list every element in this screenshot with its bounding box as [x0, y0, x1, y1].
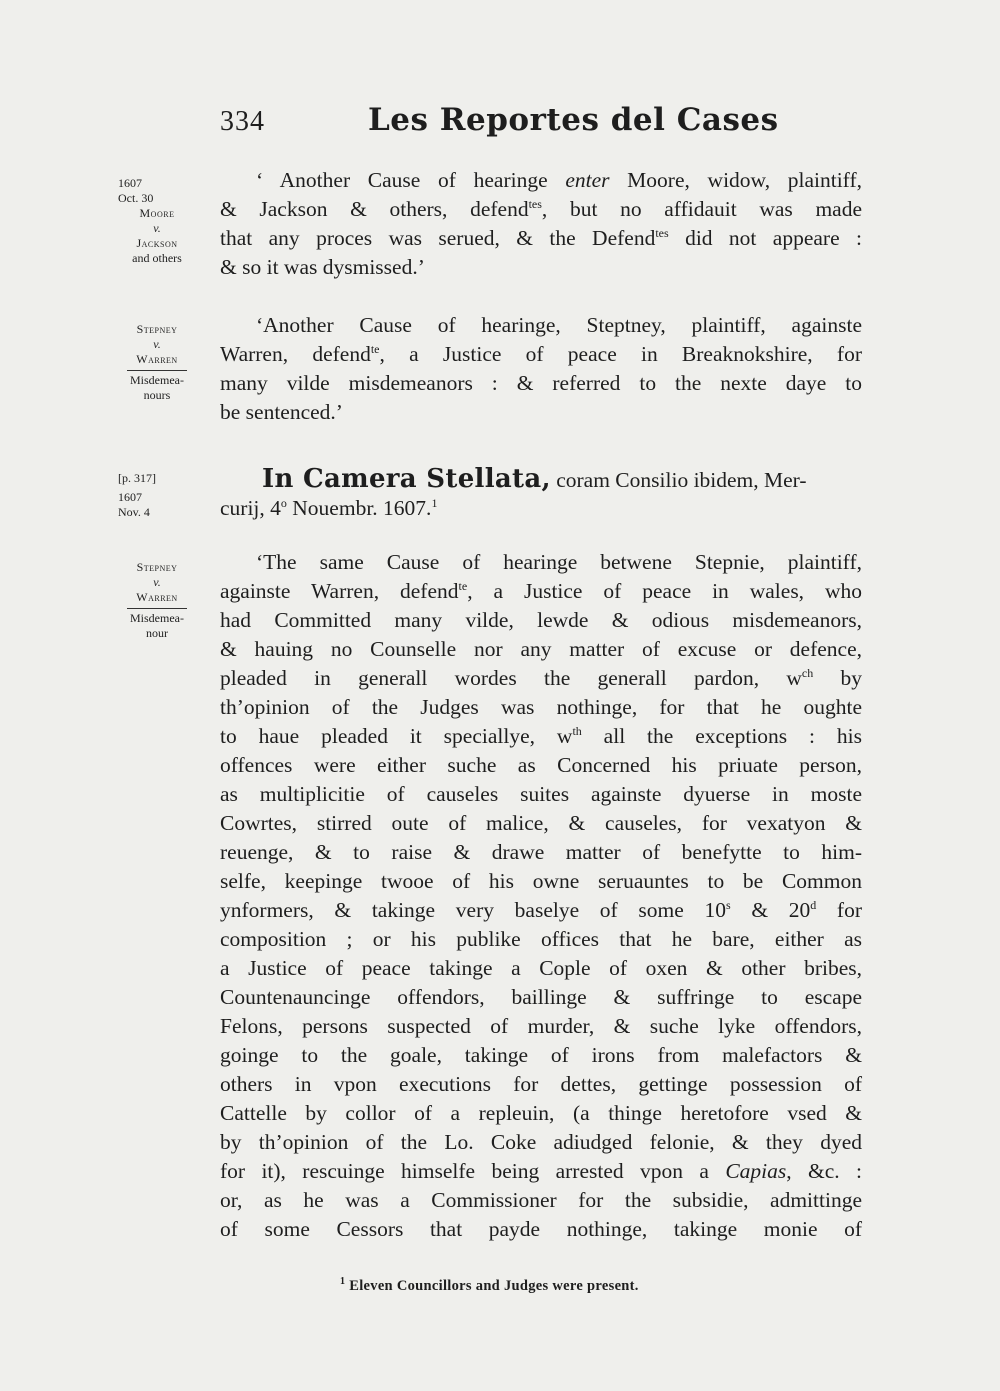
text-line: of some Cessors that payde nothinge, takinge monie of [220, 1217, 862, 1241]
text-line: offences were either suche as Concerned his priuate person, [220, 753, 862, 777]
sidenote-page-ref [104, 471, 210, 520]
text-line: ‘ Another Cause of hearinge enter Moore, widow, plaintiff, [256, 168, 862, 192]
text-line: & Jackson & others, defend$^{tes}$, but no affidauit was made [220, 196, 863, 221]
sidenote-date: Nov. 4 [118, 505, 150, 519]
heading-line: curij, 4$^o$ Nouembr. 1607.$^1$ [220, 495, 438, 520]
paragraph-moore-jackson [220, 166, 862, 282]
sidenote-rule [127, 370, 187, 371]
sidenote-party2: Warren [136, 352, 178, 366]
sidenote-rule [127, 608, 187, 609]
sidenote-versus: v. [153, 221, 161, 235]
text-line: ‘The same Cause of hearinge betwene Stepnie, plaintiff, [256, 550, 862, 574]
text-line: composition ; or his publike offices that he bare, either as [220, 927, 862, 951]
text-line: & hauing no Counselle nor any matter of excuse or defence, [220, 637, 862, 661]
text-line: Warren, defend$^{te}$, a Justice of peace in Breaknokshire, for [220, 341, 862, 366]
paragraph-steptney-warren [220, 311, 862, 427]
sidenote-party1: Stepney [136, 322, 178, 336]
sidenote-moore-jackson [104, 176, 210, 266]
text-line: selfe, keepinge twooe of his owne seruauntes to be Common [220, 869, 862, 893]
text-line: as multiplicitie of causeles suites againste dyuerse in moste [220, 782, 862, 806]
text-line: or, as he was a Commissioner for the subsidie, admittinge [220, 1188, 862, 1212]
text-line: that any proces was serued, & the Defend$^{tes}$ did not appeare : [220, 225, 862, 250]
text-line: goinge to the goale, takinge of irons from malefactors & [220, 1043, 862, 1067]
sidenote-year: 1607 [118, 490, 142, 504]
sidenote-topic-2: nours [143, 388, 171, 402]
sidenote-stepney-warren-1 [104, 322, 210, 403]
text-line: Cattelle by collor of a repleuin, (a thinge heretofore vsed & [220, 1101, 862, 1125]
page-header [0, 102, 1000, 146]
sidenote-versus: v. [153, 337, 161, 351]
sidenote-party2: Jackson [136, 236, 178, 250]
footnote-text: Eleven Councillors and Judges were present. [345, 1278, 639, 1294]
footnote-ref: 1 [431, 495, 438, 510]
paragraph-stepnie-warren [220, 548, 862, 1244]
sidenote-party1: Stepney [136, 560, 178, 574]
text-line: ynformers, & takinge very baselye of some 10$^s$ & 20$^d$ for [220, 897, 862, 922]
sidenote-versus: v. [153, 575, 161, 589]
text-line: Countenauncinge offendors, baillinge & suffringe to escape [220, 985, 862, 1009]
footnote-mark: 1 [340, 1276, 346, 1288]
sidenote-topic-1: Misdemea- [130, 373, 184, 387]
text-line: others in vpon executions for dettes, gettinge possession of [220, 1072, 862, 1096]
footnote [340, 1278, 800, 1295]
section-heading [220, 465, 862, 523]
text-line: be sentenced.’ [220, 400, 343, 424]
text-line: Cowrtes, stirred oute of malice, & causeles, for vexatyon & [220, 811, 862, 835]
sidenote-stepney-warren-2 [104, 560, 210, 641]
text-line: for it), rescuinge himselfe being arrested vpon a Capias, &c. : [220, 1159, 862, 1183]
text-line: pleaded in generall wordes the generall pardon, $w^{ch}$ by [220, 665, 863, 690]
sidenote-date: Oct. 30 [118, 191, 154, 205]
text-line: to haue pleaded it speciallye, $w^{th}$ all the exceptions : his [220, 723, 863, 748]
text-line: by th’opinion of the Lo. Coke adiudged felonie, & they dyed [220, 1130, 862, 1154]
sidenote-party2: Warren [136, 590, 178, 604]
sidenote-page-number-ref: [p. 317] [118, 471, 156, 485]
text-line: againste Warren, defend$^{te}$, a Justice of peace in wales, who [220, 578, 863, 603]
sidenote-party1: Moore [139, 206, 175, 220]
text-line: a Justice of peace takinge a Cople of oxen & other bribes, [220, 956, 862, 980]
sidenote-extra: and others [132, 251, 182, 265]
text-line: ‘Another Cause of hearinge, Steptney, plaintiff, againste [256, 313, 862, 337]
sidenote-topic-2: nour [146, 626, 168, 640]
text-line: had Committed many vilde, lewde & odious misdemeanors, [220, 608, 862, 632]
sidenote-topic-1: Misdemea- [130, 611, 184, 625]
page-number: 334 [220, 106, 265, 137]
text-line: & so it was dysmissed.’ [220, 255, 425, 279]
heading-blackletter: In Camera Stellata, [262, 464, 551, 494]
text-line: many vilde misdemeanors : & referred to the nexte daye to [220, 371, 862, 395]
heading-line: In Camera Stellata, coram Consilio ibidem, Mer- [262, 464, 807, 494]
text-line: th’opinion of the Judges was nothinge, for that he oughte [220, 695, 862, 719]
running-title: Les Reportes del Cases [368, 102, 779, 138]
text-line: reuenge, & to raise & drawe matter of benefytte to him- [220, 840, 862, 864]
text-line: Felons, persons suspected of murder, & suche lyke offendors, [220, 1014, 862, 1038]
sidenote-year: 1607 [118, 176, 142, 190]
